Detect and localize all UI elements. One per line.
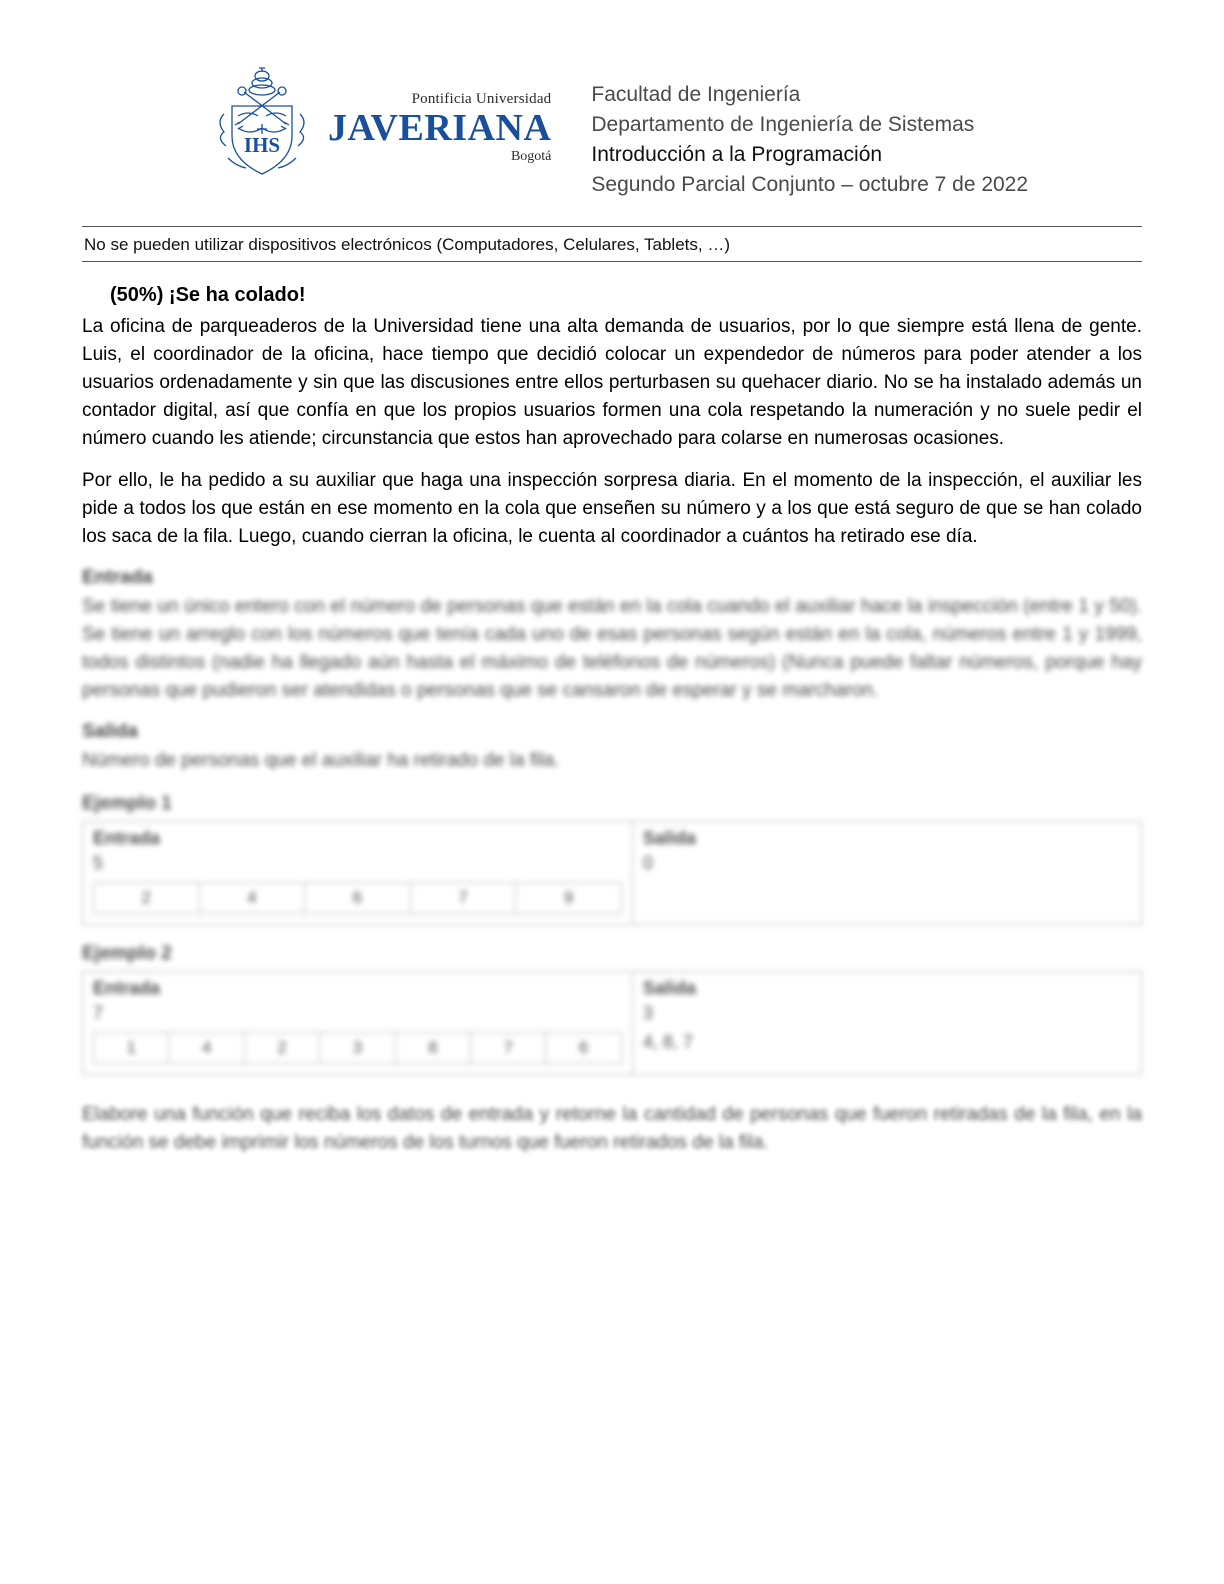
number-cell: 8 (395, 1033, 470, 1064)
example-2-entrada-cell (83, 972, 633, 1075)
wordmark-javeriana: JAVERIANA (328, 107, 552, 149)
number-cell: 6 (305, 883, 411, 914)
salida-section (82, 721, 1142, 775)
example-1-numbers (93, 882, 622, 914)
example-1-entrada-count: 5 (93, 853, 104, 873)
javeriana-crest-icon (202, 62, 322, 182)
number-cell: 3 (320, 1033, 395, 1064)
entrada-heading: Entrada (82, 567, 153, 588)
number-cell: 2 (94, 883, 200, 914)
example-1-salida-value: 0 (642, 853, 653, 873)
wordmark-pontificia: Pontificia Universidad (411, 91, 552, 107)
question-title: (50%) ¡Se ha colado! (110, 284, 306, 306)
example-2-label: Ejemplo 2 (82, 943, 172, 964)
course-line: Introducción a la Programación (591, 143, 883, 166)
example-1-label: Ejemplo 1 (82, 793, 172, 814)
number-cell: 7 (471, 1033, 546, 1064)
number-cell: 7 (410, 883, 516, 914)
example-2-salida-cell (632, 972, 1141, 1075)
salida-heading: Salida (82, 721, 138, 742)
example-1-table (82, 821, 1142, 925)
example-2-numbers (93, 1032, 622, 1064)
entrada-section (82, 567, 1142, 705)
svg-text:IHS: IHS (243, 133, 281, 157)
department-line: Departamento de Ingeniería de Sistemas (591, 113, 975, 136)
example-1-salida-head: Salida (642, 828, 696, 848)
electronics-notice: No se pueden utilizar dispositivos electrónicos (Computadores, Celulares, Tablets, …) (82, 227, 1142, 262)
entrada-text: Se tiene un único entero con el número de personas que están en la cola cuando el auxiliar hace la inspección (entre 1 y 50). Se tiene un arreglo con los números que tenía cada uno de esas personas según están en la cola, números entre 1 y 1999, todos distintos (nadie ha llegado aún hasta el máximo de teléfonos de números) (Nunca puede faltar números, porque hay personas que pudieron ser atendidas o personas que se cansaron de esperar y se marcharon. (82, 596, 1142, 701)
number-cell: 4 (199, 883, 305, 914)
document-header (82, 0, 1142, 200)
example-2-salida-detail: 4, 8, 7 (642, 1032, 693, 1052)
example-2-block (82, 943, 1142, 1075)
number-cell: 6 (546, 1033, 621, 1064)
example-2-salida-value: 3 (642, 1003, 653, 1023)
example-2-table (82, 971, 1142, 1075)
header-text-block (591, 58, 1028, 200)
question-paragraph-2: Por ello, le ha pedido a su auxiliar que haga una inspección sorpresa diaria. En el momento de la inspección, el auxiliar les pide a todos los que están en ese momento en la cola que enseñen su número y a los que está seguro de que se han colado los saca de la fila. Luego, cuando cierran la oficina, le cuenta al coordinador a cuántos ha retirado ese día. (82, 470, 1142, 547)
faculty-line: Facultad de Ingeniería (591, 83, 801, 106)
example-1-block (82, 793, 1142, 925)
wordmark-bogota: Bogotá (510, 149, 552, 164)
example-2-entrada-count: 7 (93, 1003, 104, 1023)
example-2-entrada-head: Entrada (93, 978, 161, 998)
salida-text: Número de personas que el auxiliar ha retirado de la fila. (82, 750, 560, 771)
example-1-entrada-head: Entrada (93, 828, 161, 848)
exam-line: Segundo Parcial Conjunto – octubre 7 de 2022 (591, 173, 1029, 196)
number-cell: 1 (94, 1033, 169, 1064)
number-cell: 2 (244, 1033, 319, 1064)
number-cell: 9 (516, 883, 622, 914)
javeriana-wordmark (328, 92, 551, 164)
example-2-salida-head: Salida (642, 978, 696, 998)
example-1-salida-cell (632, 822, 1141, 925)
question-paragraph-1: La oficina de parqueaderos de la Universidad tiene una alta demanda de usuarios, por lo que siempre está llena de gente. Luis, el coordinador de la oficina, hace tiempo que decidió colocar un expendedor de números para poder atender a los usuarios ordenadamente y sin que las discusiones entre ellos perturbasen su quehacer diario. No se ha instalado además un contador digital, así que confía en que los propios usuarios formen una cola respetando la numeración y no suele pedir el número cuando les atiende; circunstancia que estos han aprovechado para colarse en numerosas ocasiones. (82, 316, 1142, 449)
example-1-entrada-cell (83, 822, 633, 925)
number-cell: 4 (169, 1033, 244, 1064)
closing-paragraph: Elabore una función que reciba los datos de entrada y retorne la cantidad de personas que fueron retiradas de la fila, en la función se debe imprimir los números de los turnos que fueron retirados de la fila. (82, 1104, 1142, 1153)
